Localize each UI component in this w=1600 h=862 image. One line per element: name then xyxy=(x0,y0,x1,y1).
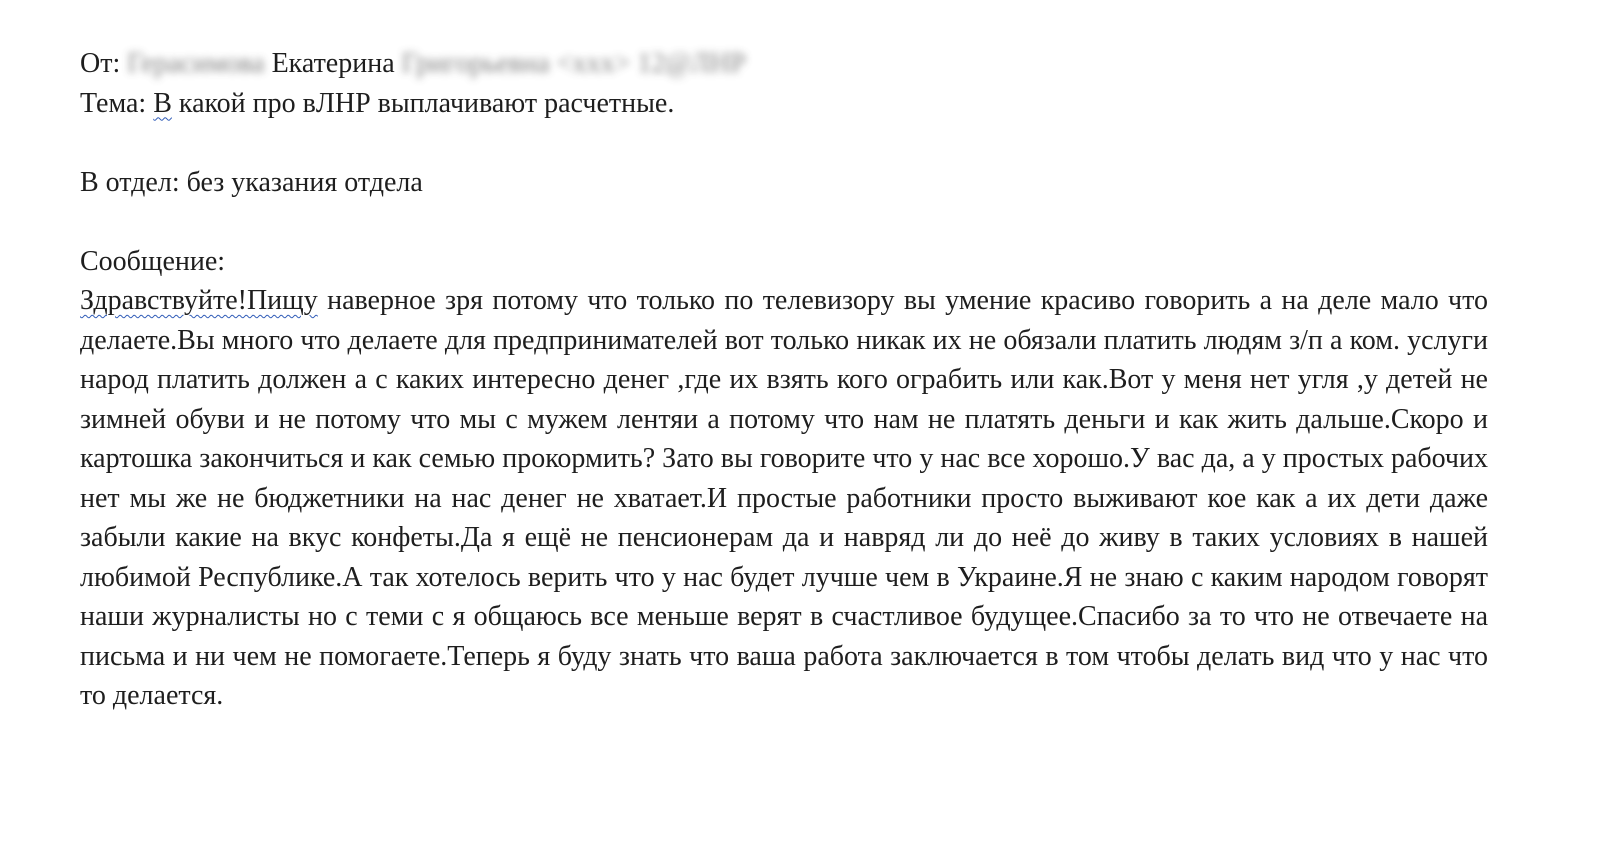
message-greeting-word: Здравствуйте!Пищу xyxy=(80,285,318,316)
sender-first-name: Екатерина xyxy=(271,48,395,79)
subject-line xyxy=(80,84,1488,124)
spacer xyxy=(80,123,1488,163)
email-document xyxy=(80,44,1488,716)
message-body xyxy=(80,281,1488,716)
from-line xyxy=(80,44,1488,84)
spacer xyxy=(80,202,1488,242)
from-label: От: xyxy=(80,48,121,79)
subject-text: какой про вЛНР выплачивают расчетные. xyxy=(178,87,675,119)
department-line: В отдел: без указания отдела xyxy=(80,166,423,198)
redacted-patronymic-email: Григорьевна <ххх> 12@ЛНР xyxy=(401,48,746,79)
redacted-surname: Герасимова xyxy=(127,48,265,79)
message-text: наверное зря потому что только по телевизору вы умение красиво говорить а на деле мало что делаете.Вы много что делаете для предпринимателей вот только никак их не обязали платить людям з/п а ком. услуги народ платить должен а с каких интересно денег ,где их взять кого ограбить или как.Вот у меня нет угля ,у детей не зимней обуви и не потому что мы с мужем лентяи а потому что нам не платять деньги и как жить дальше.Скоро и картошка закончиться и как семью прокормить? Зато вы говорите что у нас все хорошо.У вас да, а у простых рабочих нет мы же не бюджетники на нас денег не хватает.И простые работники просто выживают кое как а их дети даже забыли какие на вкус конфеты.Да я ещё не пенсионерам да и навряд ли до неё до живу в таких условиях в нашей любимой Республике.А так хотелось верить что у нас будет лучше чем в Украине.Я не знаю с каким народом говорят наши журналисты но с теми с я общаюсь все меньше верят в счастливое будущее.Спасибо за то что не отвечаете на письма и ни чем не помогаете.Теперь я буду знать что ваша работа заключается в том чтобы делать вид что у нас что то делается. xyxy=(80,285,1489,711)
subject-first-word: В xyxy=(153,87,172,119)
subject-label: Тема: xyxy=(80,87,147,119)
message-label: Сообщение: xyxy=(80,245,226,277)
